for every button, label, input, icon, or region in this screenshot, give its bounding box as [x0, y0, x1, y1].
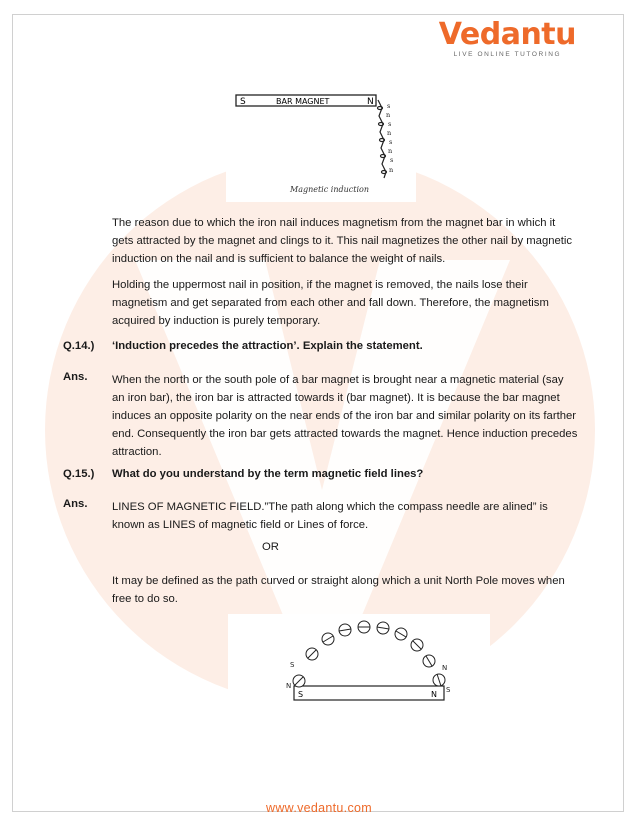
answer-15-alternative: It may be defined as the path curved or straight along which a unit North Pole moves when free to do so. [112, 575, 565, 605]
nail-pole-8: n [389, 166, 394, 174]
bar-pole-n: N [431, 690, 437, 699]
magnet-label: BAR MAGNET [276, 97, 330, 106]
paragraph-temporary-magnetism: Holding the uppermost nail in position, if the magnet is removed, the nails lose their magnetism and get separated from each other and fall down. Therefore, the magnetism acquired by induction is purely temporary. [112, 279, 549, 327]
answer-15-text: LINES OF MAGNETIC FIELD.”The path along which the compass needle are alined” is known as LINES of magnetic field or Lines of force. [112, 501, 548, 531]
figure-field-lines [228, 614, 490, 712]
left-compass-s: S [290, 661, 295, 669]
question-14-label: Q.14.) [63, 340, 95, 352]
nail-pole-7: s [390, 156, 394, 164]
question-15-label: Q.15.) [63, 468, 95, 480]
logo-tagline: LIVE ONLINE TUTORING [453, 51, 562, 58]
question-14-text: ‘Induction precedes the attraction’. Explain the statement. [112, 340, 423, 352]
right-compass-s: S [446, 686, 451, 694]
right-compass-n: N [442, 664, 448, 672]
nail-pole-3: s [388, 120, 392, 128]
or-divider: OR [262, 541, 279, 553]
figure1-caption: Magnetic induction [290, 185, 369, 194]
nail-pole-6: n [388, 147, 393, 155]
question-15-text: What do you understand by the term magnetic field lines? [112, 468, 424, 480]
bar-magnet-2 [294, 686, 444, 700]
nail-pole-5: s [389, 138, 393, 146]
answer-15-label: Ans. [63, 498, 88, 510]
nail-pole-1: s [387, 102, 391, 110]
magnet-pole-s: S [240, 97, 246, 107]
bar-pole-s: S [298, 690, 304, 699]
compass-needles [293, 621, 448, 687]
answer-14-label: Ans. [63, 371, 88, 383]
footer-url[interactable]: www.vedantu.com [266, 801, 372, 815]
nail-pole-2: n [386, 111, 391, 119]
paragraph-nail-induction: The reason due to which the iron nail induces magnetism from the magnet bar in which it gets attracted by the magnet and clings to it. This nail magnetizes the other nail by magnetic induction on the nail and is sufficient to balance the weight of nails. [112, 217, 573, 265]
answer-14-text: When the north or the south pole of a bar magnet is brought near a magnetic material (say an iron bar), the iron bar is attracted towards it (bar magnet). It is because the bar magnet induces an opposite polarity on the near ends of the iron bar and similar polarity on its farther end. Consequently the iron bar gets attracted towards the magnet. Hence induction precedes attraction. [112, 374, 578, 458]
logo-wordmark: Vedantu [438, 17, 576, 52]
nail-pole-4: n [387, 129, 392, 137]
left-compass-n: N [286, 682, 292, 690]
magnet-pole-n: N [367, 97, 374, 107]
vedantu-logo [439, 18, 576, 58]
